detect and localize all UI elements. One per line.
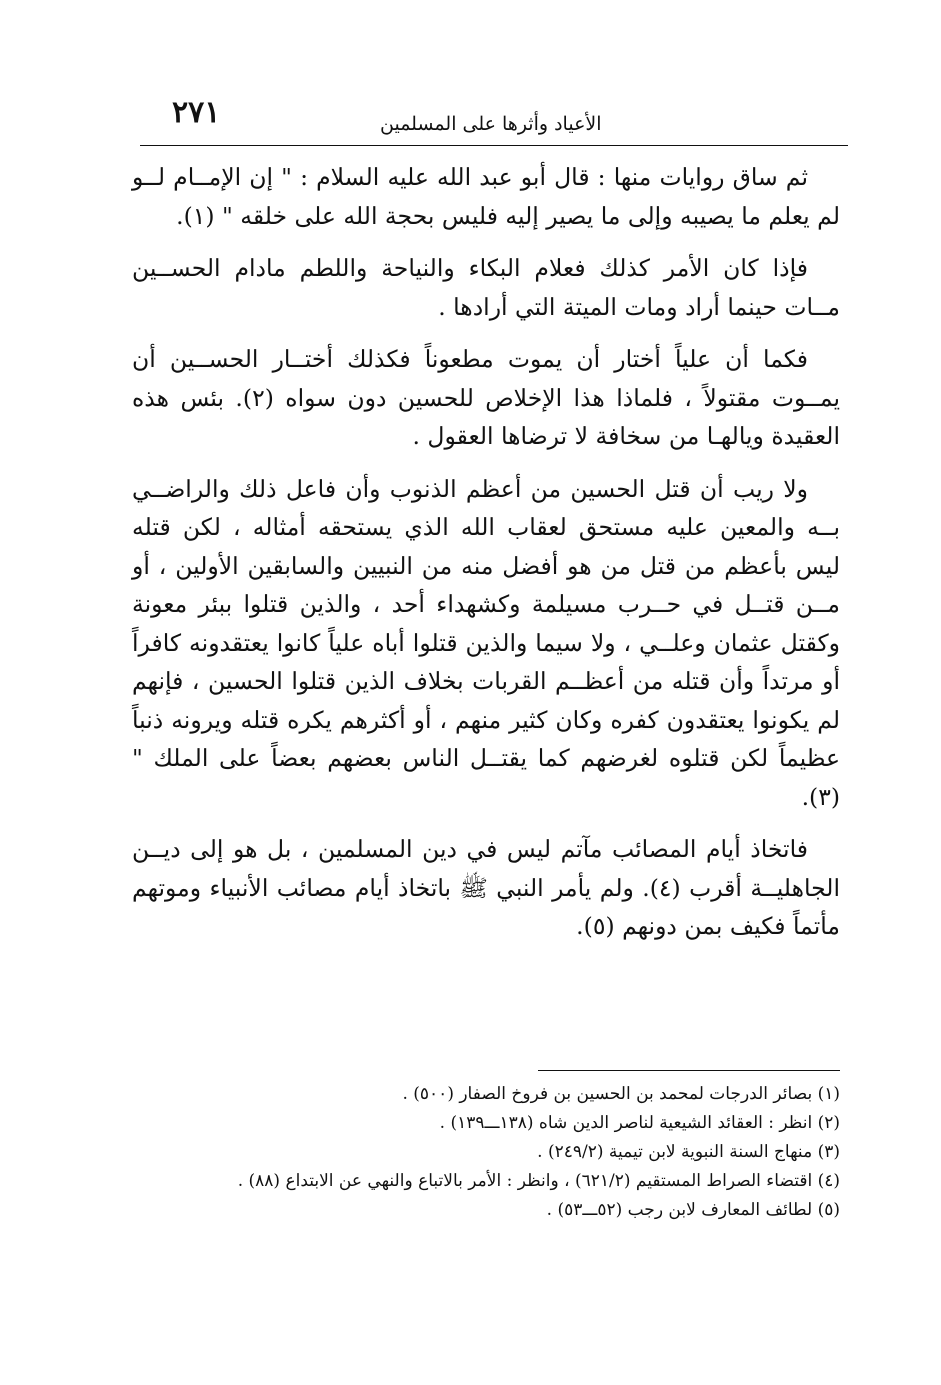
running-title: الأعياد وأثرها على المسلمين [380,113,602,135]
body-text [132,158,840,960]
footnote-5: (٥) لطائف المعارف لابن رجب (٥٢ـــ٥٣) . [546,1200,840,1220]
footnote-4: (٤) اقتضاء الصراط المستقيم (٦٢١/٢) ، وانظر : الأمر بالاتباع والنهي عن الابتداع (٨٨) . [237,1171,840,1191]
paragraph-5: فاتخاذ أيام المصائب مآتم ليس في دين المسلمين ، بل هو إلى ديــن الجاهليــة أقرب (٤). ولم يأمر النبي ﷺ باتخاذ أيام مصائب الأنبياء وموتهم مأتماً فكيف بمن دونهم (٥). [132,835,840,940]
footnote-3: (٣) منهاج السنة النبوية لابن تيمية (٢٤٩/٢) . [537,1142,840,1162]
paragraph-1: ثم ساق روايات منها : قال أبو عبد الله عليه السلام : " إن الإمــام لــو لم يعلم ما يصيبه وإلى ما يصير إليه فليس بحجة الله على خلقه " (١). [132,163,840,230]
paragraph-4: ولا ريب أن قتل الحسين من أعظم الذنوب وأن فاعل ذلك والراضــي بــه والمعين عليه مستحق لعقاب الله الذي يستحقه أمثاله ، لكن قتله ليس بأعظم من قتل من هو أفضل منه من النبيين والسابقين الأولين ، أو مــن قتــل في حــرب مسيلمة وكشهداء أحد ، والذين قتلوا ببئر معونة وكقتل عثمان وعلــي ، ولا سيما والذين قتلوا أباه علياً كانوا يعتقدونه كافراً أو مرتداً وأن قتله من أعظــم القربات بخلاف الذين قتلوا الحسين ، فإنهم لم يكونوا يعتقدون كفره وكان كثير منهم ، أو أكثرهم يكره قتله ويرونه ذنباً عظيماً لكن قتلوه لغرضهم كما يقتــل الناس بعضهم بعضاً على الملك " (٣). [132,474,840,811]
footnote-1: (١) بصائر الدرجات لمحمد بن الحسين بن فروخ الصفار (٥٠٠) . [402,1084,840,1104]
page-number: ٢٧١ [172,95,221,130]
page-header [140,95,848,147]
paragraph-2: فإذا كان الأمر كذلك فعلام البكاء والنياحة واللطم مادام الحســين مــات حينما أراد ومات الميتة التي أرادها . [132,254,840,321]
paragraph-3: فكما أن علياً أختار أن يموت مطعوناً فكذلك أختــار الحســين أن يمــوت مقتولاً ، فلماذا هذا الإخلاص للحسين دون سواه (٢). بئس هذه العقيدة ويالهـا من سخافة لا ترضاها العقول . [132,345,841,450]
footnotes [132,1080,840,1225]
footnote-separator [538,1070,840,1071]
footnote-2: (٢) انظر : العقائد الشيعية لناصر الدين شاه (١٣٨ـــ١٣٩) . [439,1113,840,1133]
header-rule [140,145,848,146]
